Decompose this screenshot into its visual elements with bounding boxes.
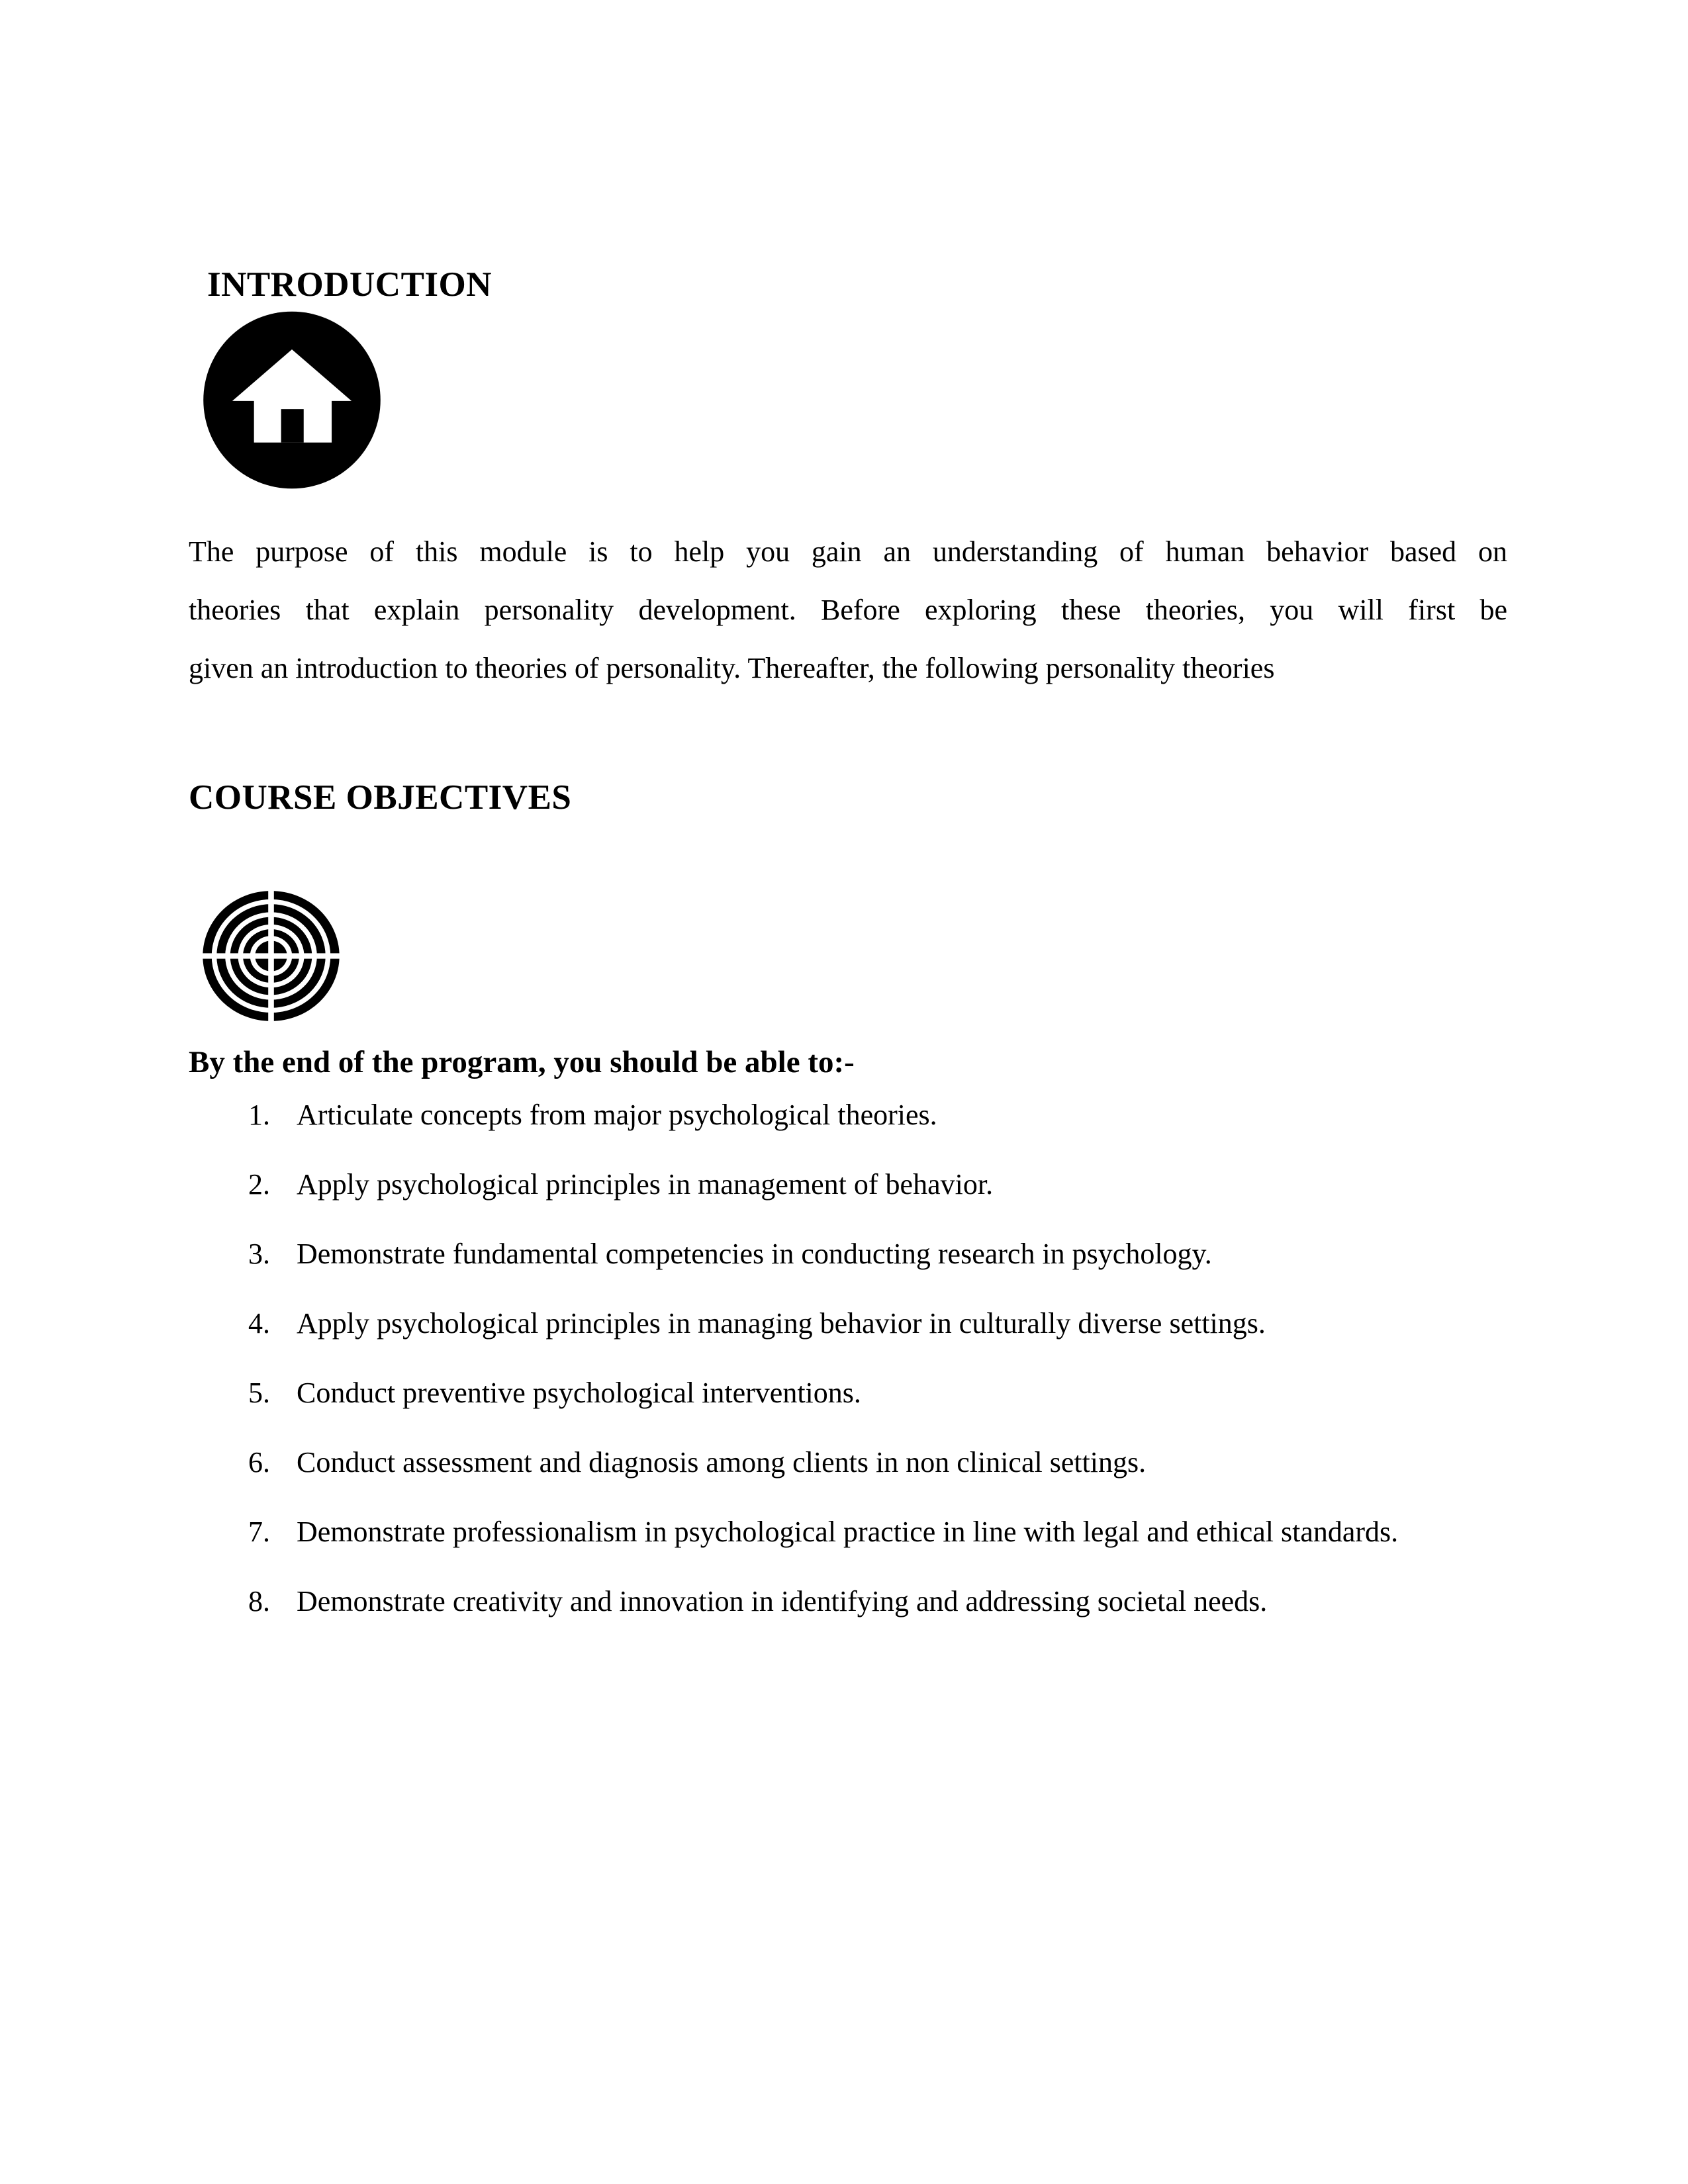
objectives-list bbox=[189, 1095, 1398, 1651]
target-icon-svg bbox=[200, 888, 342, 1024]
objective-item-6 bbox=[248, 1443, 1398, 1482]
objective-item-2 bbox=[248, 1165, 1398, 1205]
intro-paragraph-line-1: The purpose of this module is to help you gain an understanding of human behavior based on bbox=[189, 535, 1507, 568]
objective-number: 2. bbox=[248, 1168, 270, 1201]
objective-item-1 bbox=[248, 1095, 1398, 1135]
objective-text: Articulate concepts from major psychological theories. bbox=[297, 1099, 937, 1131]
objective-number: 5. bbox=[248, 1377, 270, 1409]
objective-item-3 bbox=[248, 1234, 1398, 1274]
objective-number: 4. bbox=[248, 1307, 270, 1340]
objective-text: Apply psychological principles in managing behavior in culturally diverse settings. bbox=[297, 1307, 1266, 1340]
objective-item-4 bbox=[248, 1304, 1398, 1343]
objective-item-7 bbox=[248, 1512, 1398, 1552]
objective-number: 8. bbox=[248, 1585, 270, 1617]
objective-text: Demonstrate fundamental competencies in conducting research in psychology. bbox=[297, 1238, 1212, 1270]
home-icon-svg bbox=[200, 310, 384, 490]
objective-number: 7. bbox=[248, 1516, 270, 1548]
objective-text: Apply psychological principles in management of behavior. bbox=[297, 1168, 994, 1201]
target-icon bbox=[200, 888, 342, 1024]
objective-number: 3. bbox=[248, 1238, 270, 1270]
objective-text: Demonstrate professionalism in psychological practice in line with legal and ethical standards. bbox=[297, 1516, 1399, 1548]
objective-number: 6. bbox=[248, 1446, 270, 1479]
objective-text: Conduct preventive psychological interventions. bbox=[297, 1377, 861, 1409]
objectives-lead: By the end of the program, you should be able to:- bbox=[189, 1045, 855, 1079]
objective-number: 1. bbox=[248, 1099, 270, 1131]
home-icon bbox=[200, 310, 384, 490]
introduction-heading: INTRODUCTION bbox=[207, 265, 492, 304]
course-objectives-heading: COURSE OBJECTIVES bbox=[189, 778, 572, 817]
intro-paragraph-line-2: theories that explain personality development. Before exploring these theories, you will first be bbox=[189, 594, 1507, 626]
intro-paragraph bbox=[189, 523, 1507, 698]
intro-paragraph-line-3: given an introduction to theories of personality. Thereafter, the following personality theories bbox=[189, 652, 1275, 684]
objective-text: Demonstrate creativity and innovation in identifying and addressing societal needs. bbox=[297, 1585, 1268, 1617]
objective-text: Conduct assessment and diagnosis among clients in non clinical settings. bbox=[297, 1446, 1147, 1479]
objective-item-8 bbox=[248, 1582, 1398, 1621]
objective-item-5 bbox=[248, 1373, 1398, 1413]
